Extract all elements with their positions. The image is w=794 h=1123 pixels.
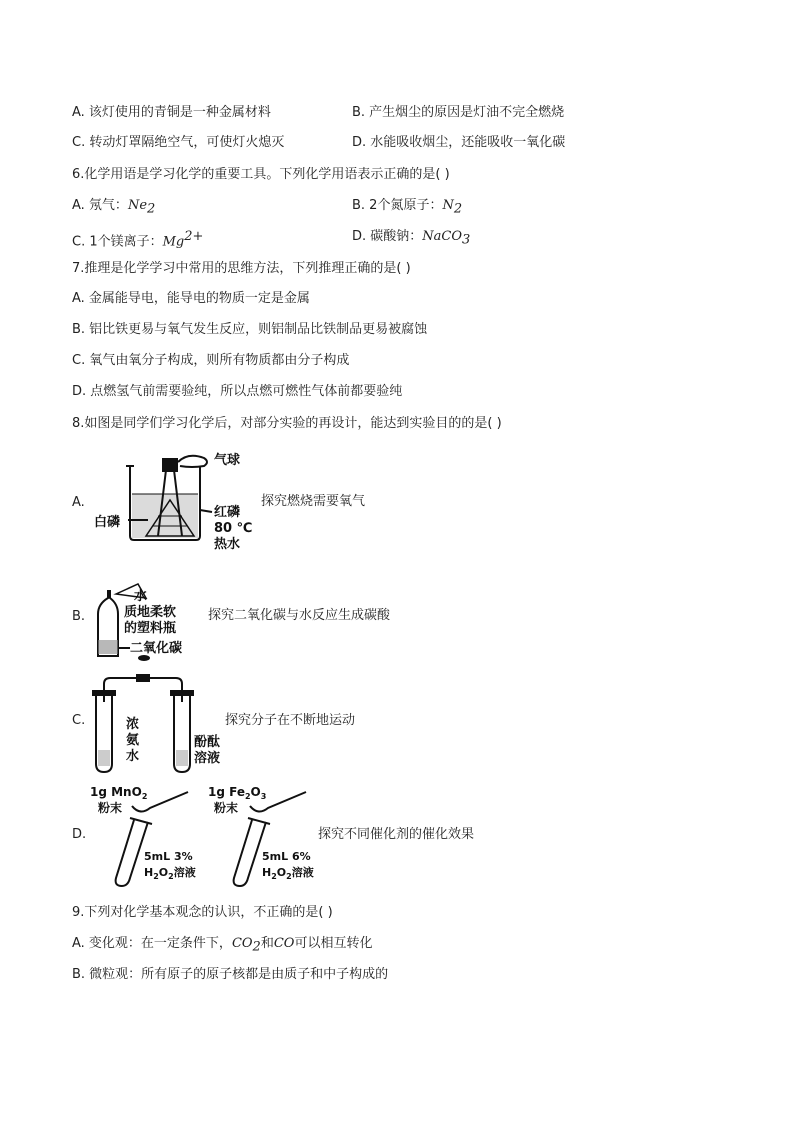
catalyst-comparison-figure	[88, 782, 328, 892]
q5-option-d: D. 水能吸收烟尘，还能吸收一氧化碳	[352, 135, 566, 150]
label-white-phosphorus: 白磷	[94, 515, 121, 530]
label-phenol-1: 酚酞	[194, 735, 221, 750]
q7-option-a: A. 金属能导电，能导电的物质一定是金属	[72, 291, 310, 306]
label-balloon: 气球	[214, 453, 241, 468]
q5-option-a: A. 该灯使用的青铜是一种金属材料	[72, 105, 271, 120]
q7-option-c: C. 氧气由氧分子构成，则所有物质都由分子构成	[72, 353, 350, 368]
q8-option-a-letter: A.	[72, 495, 85, 510]
label-ammonia-3: 水	[126, 749, 140, 764]
label-co2: 二氧化碳	[130, 641, 183, 656]
label-red-phosphorus: 红磷	[214, 505, 241, 520]
label-mno2: 1g MnO$_2$	[90, 785, 148, 801]
q8-option-c-letter: C.	[72, 713, 86, 728]
label-hot-water: 热水	[214, 537, 241, 552]
label-ammonia-1: 浓	[126, 717, 140, 732]
label-phenol-2: 溶液	[194, 751, 221, 766]
q9-stem: 9.下列对化学基本观念的认识，不正确的是( )	[72, 905, 333, 920]
q6-option-d: D. 碳酸钠：NaCO$_3$	[352, 229, 471, 248]
label-bottle-1: 质地柔软	[124, 605, 177, 620]
label-powder-2: 粉末	[214, 801, 239, 815]
label-solution-1b: $H_2O_2$溶液	[144, 866, 196, 881]
label-powder-1: 粉末	[98, 801, 123, 815]
label-solution-2a: 5mL 6%	[262, 850, 311, 863]
q7-option-d: D. 点燃氢气前需要验纯，所以点燃可燃性气体前都要验纯	[72, 384, 403, 399]
q9-option-b: B. 微粒观：所有原子的原子核都是由质子和中子构成的	[72, 967, 389, 982]
label-solution-1a: 5mL 3%	[144, 850, 193, 863]
q8-stem: 8.如图是同学们学习化学后，对部分实验的再设计，能达到实验目的的是( )	[72, 416, 502, 431]
q7-stem: 7.推理是化学学习中常用的思维方法，下列推理正确的是( )	[72, 261, 411, 276]
q9-option-a: A. 变化观：在一定条件下，$CO_2$和CO可以相互转化	[72, 936, 373, 955]
q8-option-b-letter: B.	[72, 609, 86, 624]
q8-option-c-desc: 探究分子在不断地运动	[225, 713, 356, 728]
label-solution-2b: $H_2O_2$溶液	[262, 866, 314, 881]
ammonia-phenolphthalein-figure	[90, 670, 230, 780]
q5-option-c: C. 转动灯罩隔绝空气，可使灯火熄灭	[72, 135, 285, 150]
q7-option-b: B. 铝比铁更易与氧气发生反应，则铝制品比铁制品更易被腐蚀	[72, 322, 428, 337]
label-temperature: 80 ℃	[214, 521, 253, 536]
q8-option-b-desc: 探究二氧化碳与水反应生成碳酸	[208, 608, 391, 623]
q5-option-b: B. 产生烟尘的原因是灯油不完全燃烧	[352, 105, 565, 120]
label-ammonia-2: 氨	[126, 733, 140, 748]
q6-stem: 6.化学用语是学习化学的重要工具。下列化学用语表示正确的是( )	[72, 167, 450, 182]
q8-option-d-letter: D.	[72, 827, 87, 842]
plastic-bottle-figure	[90, 584, 220, 664]
beaker-combustion-figure	[88, 448, 253, 558]
q6-option-b: B. 2个氮原子：$N_2$	[352, 198, 463, 217]
q6-option-c: C. 1个镁离子：$Mg^{2+}$	[72, 229, 204, 250]
label-fe2o3: 1g $Fe_2O_3$	[208, 785, 267, 801]
label-water: 水	[134, 589, 148, 604]
label-bottle-2: 的塑料瓶	[124, 621, 177, 636]
q6-option-a: A. 氖气：$Ne_2$	[72, 198, 156, 217]
q8-option-a-desc: 探究燃烧需要氧气	[261, 494, 366, 509]
q8-option-d-desc: 探究不同催化剂的催化效果	[318, 827, 475, 842]
